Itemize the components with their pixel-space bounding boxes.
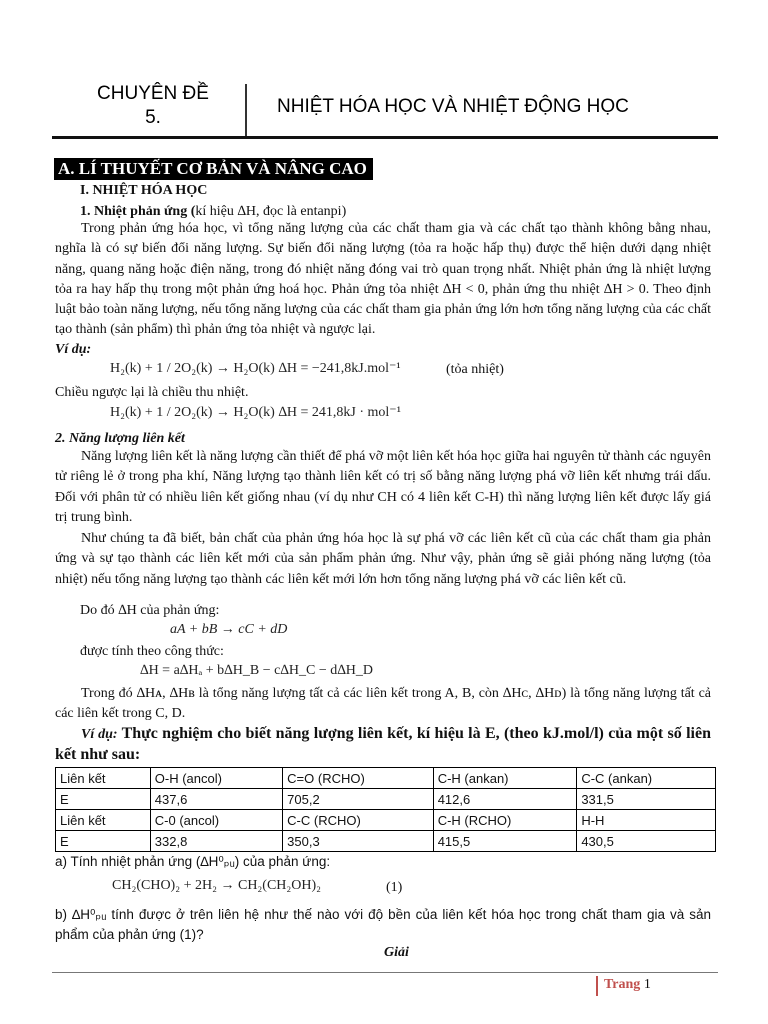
chapter-line-2: 5. — [145, 107, 161, 128]
table-cell: C=O (RCHO) — [283, 768, 434, 789]
table-row — [56, 810, 716, 831]
table-row — [56, 768, 716, 789]
chapter-label — [66, 82, 240, 130]
item2-paragraph-1: Năng lượng liên kết là năng lượng cần thiết để phá vỡ một liên kết hóa học giữa hai nguyên tử thành các nguyên tử riêng lẻ ở trong pha khí, Năng lượng tạo thành liên kết có trị số bằng năng lượng phá vỡ liên kết nhưng trái dấu. Đối với phân tử có nhiều liên kết giống nhau (ví dụ như CH có 4 liên kết C-H) thì năng lượng liên kết được lấy giá trị trung bình. — [55, 449, 711, 525]
table-cell: 705,2 — [283, 789, 434, 810]
equation-number: (1) — [386, 880, 403, 895]
section-a-heading: A. LÍ THUYẾT CƠ BẢN VÀ NÂNG CAO — [54, 158, 373, 180]
footer-marker — [596, 976, 598, 996]
reaction-equation: aA + bB → cC + dD — [170, 622, 288, 637]
table-cell: 350,3 — [283, 831, 434, 852]
footer-rule — [52, 972, 718, 973]
table-cell: 437,6 — [150, 789, 282, 810]
table-cell: Liên kết — [56, 768, 151, 789]
solution-label: Giải — [384, 945, 409, 960]
table-cell: C-C (ankan) — [577, 768, 716, 789]
table-cell: 331,5 — [577, 789, 716, 810]
item2-example-text: Thực nghiệm cho biết năng lượng liên kết, kí hiệu là E, (theo kJ.mol/l) của một số liên kết như sau: — [55, 725, 711, 763]
equation-1: H₂(k) + 1 / 2O₂(k) → H₂O(k) ∆H = −241,8kJ.mol⁻¹ — [110, 361, 401, 376]
table-cell: C-0 (ancol) — [150, 810, 282, 831]
table-cell: C-H (ankan) — [433, 768, 577, 789]
item1-heading-bold: 1. Nhiệt phản ứng ( — [80, 204, 196, 219]
table-cell: 412,6 — [433, 789, 577, 810]
question-a-equation: CH₂(CHO)₂ + 2H₂ → CH₂(CH₂OH)₂ — [112, 878, 322, 893]
page-number — [604, 977, 651, 993]
item1-paragraph: Trong phản ứng hóa học, vì tổng năng lượng của các chất tham gia và các chất tạo thành không bằng nhau, nghĩa là có sự biến đổi năng lượng. Sự biến đổi năng lượng (tỏa ra hoặc hấp thụ) được thể hiện dưới dạng nhiệt năng, quang năng hoặc điện năng, trong đó nhiệt năng đóng vai trò quan trọng nhất. Nhiệt phản ứng là nhiệt lượng tỏa ra hay hấp thụ trong một phản ứng hoá học. Phản ứng tỏa nhiệt ∆H < 0, phản ứng thu nhiệt ∆H > 0. Theo định luật bảo toàn năng lượng, nếu tổng năng lượng của các chất tham gia phản ứng lớn hơn tổng năng lượng của các chất tạo thành (sản phẩm) thì phản ứng tỏa nhiệt và ngược lại. — [55, 221, 711, 338]
item2-paragraph-3: Trong đó ∆Hᴀ, ∆Hʙ là tổng năng lượng tất cả các liên kết trong A, B, còn ∆Hᴄ, ∆Hᴅ) là tổng năng lượng tất cả các liên kết trong C, D. — [55, 686, 711, 722]
table-cell: Liên kết — [56, 810, 151, 831]
page-label: Trang — [604, 977, 641, 992]
reverse-direction-note: Chiều ngược lại là chiều thu nhiệt. — [55, 385, 249, 400]
table-cell: E — [56, 789, 151, 810]
subsection-i-heading: I. NHIỆT HÓA HỌC — [80, 183, 208, 198]
item2-heading: 2. Năng lượng liên kết — [55, 431, 185, 446]
table-row — [56, 789, 716, 810]
item1-example-label: Ví dụ: — [55, 342, 92, 357]
equation-2: H₂(k) + 1 / 2O₂(k) → H₂O(k) ∆H = 241,8kJ · mol⁻¹ — [110, 405, 401, 420]
bond-energy-intro — [55, 724, 711, 765]
table-cell: C-H (RCHO) — [433, 810, 577, 831]
question-b: b) ∆H⁰ₚᵤ tính được ở trên liên hệ như thế nào với độ bền của liên kết hóa học trong chất tham gia và sản phẩm của phản ứng (1)? — [55, 907, 711, 943]
table-cell: 415,5 — [433, 831, 577, 852]
chapter-line-1: CHUYÊN ĐỀ — [97, 83, 209, 104]
bond-energy-table — [55, 767, 716, 852]
page-value: 1 — [643, 977, 651, 992]
do-do-line: Do đó ∆H của phản ứng: — [80, 603, 220, 618]
question-a: a) Tính nhiệt phản ứng (∆H⁰ₚᵤ) của phản ứng: — [55, 854, 331, 869]
chapter-title: NHIỆT HÓA HỌC VÀ NHIỆT ĐỘNG HỌC — [277, 96, 629, 117]
header-divider — [245, 84, 247, 136]
table-cell: O-H (ancol) — [150, 768, 282, 789]
equation-1-note: (tỏa nhiệt) — [446, 362, 504, 377]
enthalpy-formula: ∆H = a∆Hₐ + b∆H_B − c∆H_C − d∆H_D — [140, 663, 374, 678]
table-cell: 332,8 — [150, 831, 282, 852]
formula-line: được tính theo công thức: — [80, 644, 224, 659]
table-row — [56, 831, 716, 852]
table-cell: 430,5 — [577, 831, 716, 852]
item2-example-label: Ví dụ: — [81, 727, 118, 742]
header-rule — [52, 136, 718, 139]
table-cell: E — [56, 831, 151, 852]
item2-paragraph-2: Như chúng ta đã biết, bản chất của phản ứng hóa học là sự phá vỡ các liên kết cũ của các chất tham gia phản ứng và sự tạo thành các liên kết mới của sản phẩm phản ứng. Như vậy, phản ứng sẽ giải phóng năng lượng (tỏa nhiệt) nếu tổng năng lượng tạo thành các liên kết mới lớn hơn tổng năng lượng phá vỡ các liên kết cũ. — [55, 531, 711, 587]
table-cell: H-H — [577, 810, 716, 831]
table-cell: C-C (RCHO) — [283, 810, 434, 831]
item1-heading-rest: kí hiệu ∆H, đọc là entanpi) — [195, 204, 347, 219]
